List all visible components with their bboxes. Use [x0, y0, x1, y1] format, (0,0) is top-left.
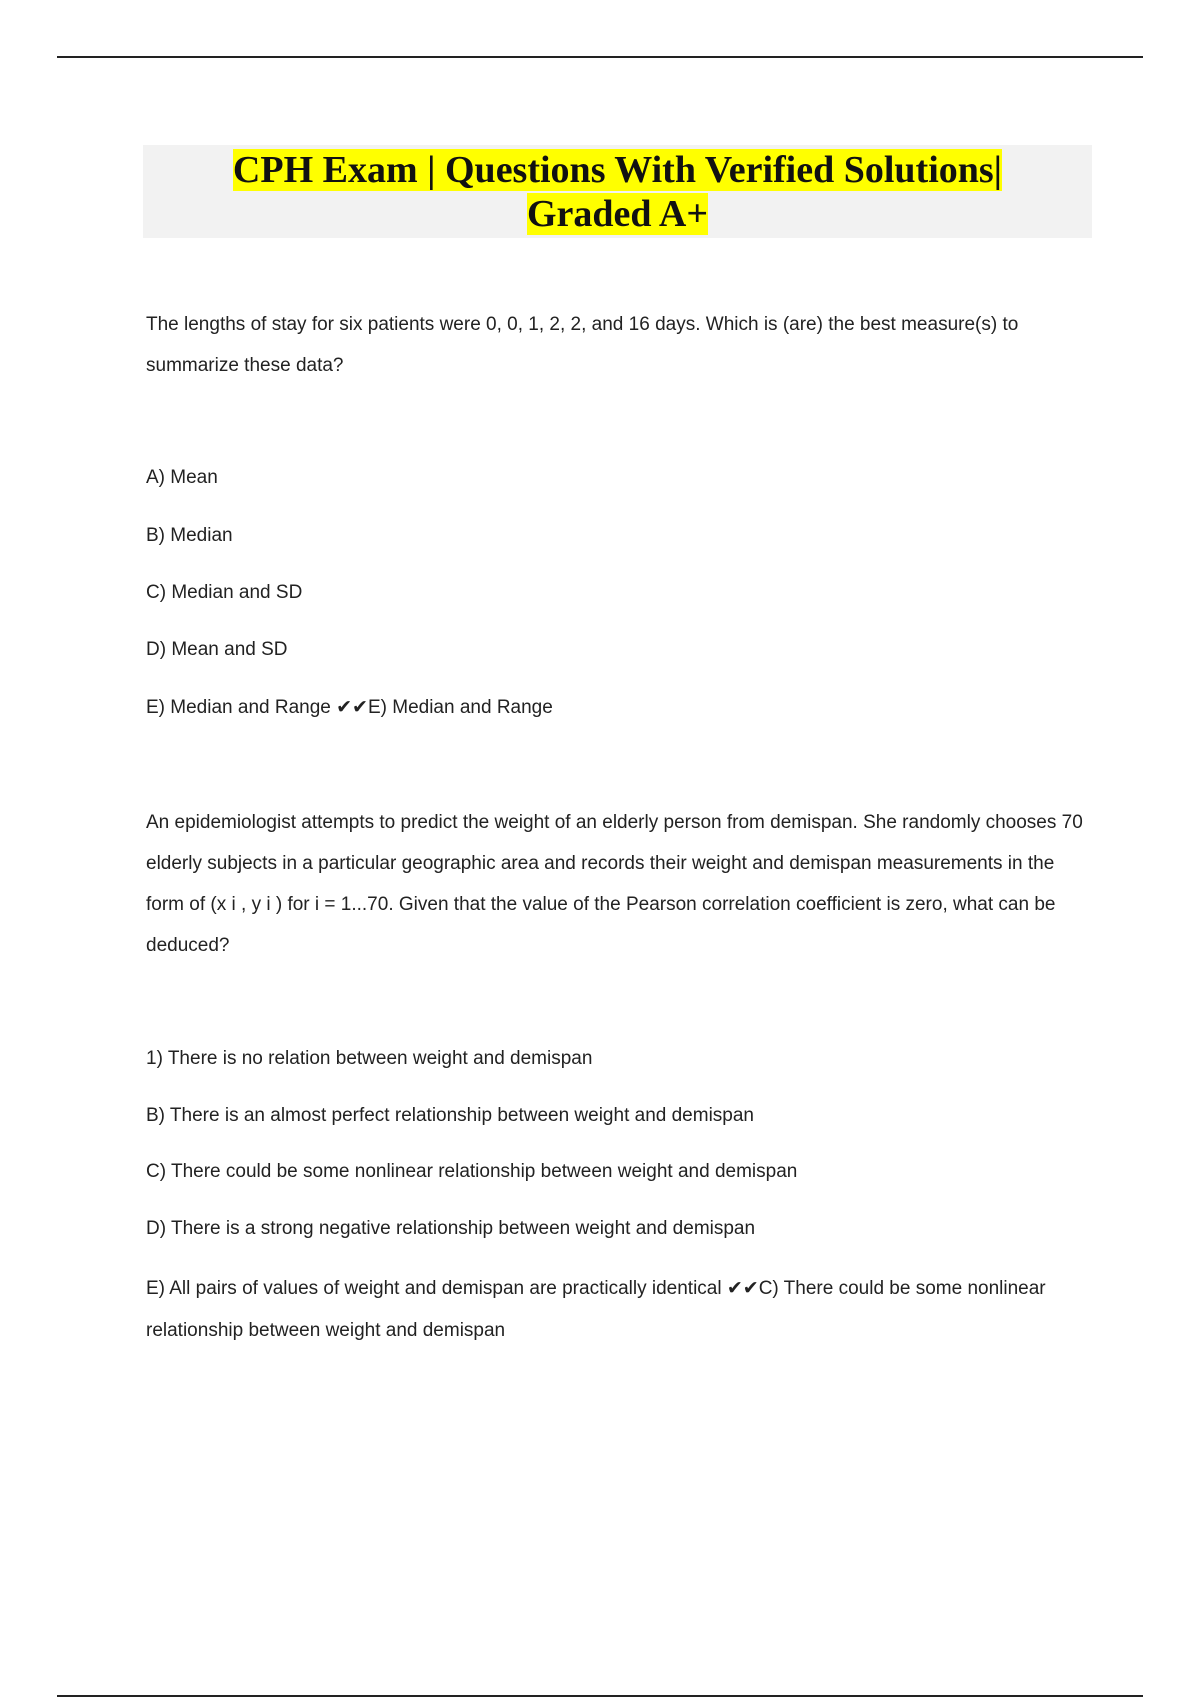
- header-rule: [57, 56, 1143, 58]
- answer-option: B) Median: [146, 525, 233, 546]
- answer-option: B) There is an almost perfect relationship between weight and demispan: [146, 1105, 754, 1126]
- question-1: [146, 304, 1086, 386]
- answer-option: C) Median and SD: [146, 582, 303, 603]
- question-text: The lengths of stay for six patients were 0, 0, 1, 2, 2, and 16 days. Which is (are) the best measure(s) to summarize these data?: [146, 314, 1019, 376]
- footer-rule: [57, 1695, 1143, 1697]
- answer-option-with-solution: E) All pairs of values of weight and demispan are practically identical ✔✔C) There could be some nonlinear relationship between weight and demispan: [146, 1278, 1046, 1341]
- answer-option: D) Mean and SD: [146, 639, 288, 660]
- answer-option: D) There is a strong negative relationship between weight and demispan: [146, 1218, 756, 1239]
- answer-option: A) Mean: [146, 467, 218, 488]
- title-line-2: Graded A+: [526, 193, 709, 235]
- answer-option-with-solution: E) Median and Range ✔✔E) Median and Range: [146, 697, 553, 718]
- document-title: [143, 145, 1092, 238]
- question-2: [146, 802, 1086, 966]
- title-line-1: CPH Exam | Questions With Verified Solutions|: [232, 149, 1003, 191]
- question-text: An epidemiologist attempts to predict the weight of an elderly person from demispan. She randomly chooses 70 elderly subjects in a particular geographic area and records their weight and demispan measurements in the form of (x i , y i ) for i = 1...70. Given that the value of the Pearson correlation coefficient is zero, what can be deduced?: [146, 812, 1083, 956]
- answer-option: 1) There is no relation between weight and demispan: [146, 1048, 593, 1069]
- answer-option: C) There could be some nonlinear relationship between weight and demispan: [146, 1161, 798, 1182]
